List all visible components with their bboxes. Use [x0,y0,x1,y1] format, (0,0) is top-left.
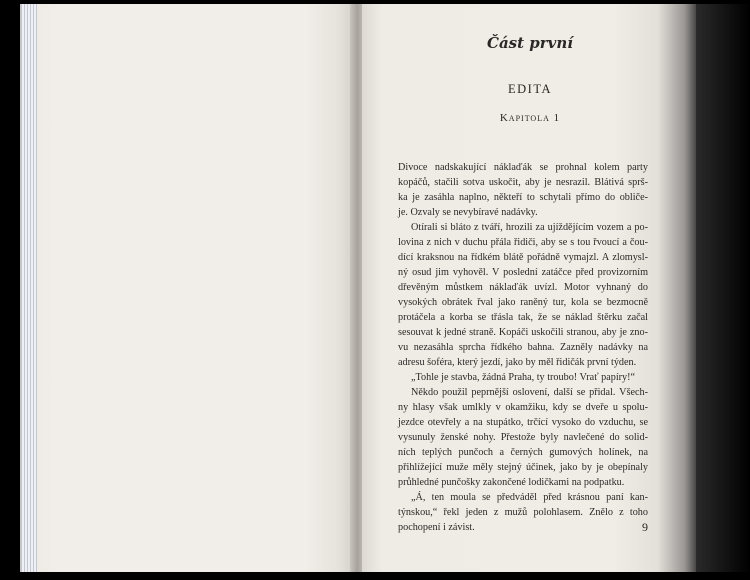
chapter-body-text [398,160,648,535]
text-line: přihlížející muže měly stejný účinek, jako by je obepínaly [398,462,648,473]
text-line: je. Ozvaly se nevybíravé nadávky. [398,207,538,218]
text-line: jezdce otevřely a na stupátko, trčící vysoko do vzduchu, se [398,417,648,428]
page-number: 9 [642,520,648,534]
text-line: sesouvat k jedné straně. Kopáči uskočili stranou, aby je zno- [398,327,648,338]
part-title: Část první [487,34,573,52]
text-line: průhledné punčošky zakončené lodičkami na podpatku. [398,477,625,488]
paragraph-4 [398,385,648,490]
text-line: vu nezasáhla sprcha řídkého bahna. Zazněly nadávky na [398,342,648,353]
text-line: „Á, ten moula se předváděl před krásnou paní kan- [411,492,648,503]
text-line: ních teplých punčoch a černých gumových holínek, na [398,447,648,458]
left-page-blank [20,4,355,572]
text-line: Někdo použil peprnější oslovení, další se přidal. Všech- [411,387,648,398]
text-line: pochopení i závist. [398,522,475,533]
text-line: lovina z nich v duchu přála řidiči, aby se s tou řvoucí a čou- [398,237,648,248]
page-edges [21,4,37,572]
paragraph-2 [398,220,648,370]
paragraph-1 [398,160,648,220]
text-line: protáčela a korba se třásla tak, že se náklad štěrku začal [398,312,648,323]
section-title: EDITA [508,82,552,96]
text-line: týnskou,“ řekl jeden z mužů polohlasem. Znělo z toho [398,507,648,518]
text-line: vysunuly ženské nohy. Přestože byly navlečené do solid- [398,432,648,443]
text-line: Divoce nadskakující náklaďák se prohnal kolem party [398,162,648,173]
text-line: adresu šoféra, který jezdí, jako by měl řidičák první týden. [398,357,637,368]
text-line: Otírali si bláto z tváří, hrozili za ujíždějícím vozem a po- [411,222,648,233]
text-line: „Tohle je stavba, žádná Praha, ty troubo! Vrať papíry!“ [411,372,636,383]
right-page [362,4,698,572]
text-line: ny hlasy však umlkly v okamžiku, kdy se dveře u spolu- [398,402,648,413]
paragraph-5 [398,490,648,535]
text-line: ka je zasáhla naplno, někteří to schytali přímo do obliče- [398,192,648,203]
text-line: dřevěným můstkem náklaďák uvízl. Motor vyhnaný do [398,282,648,293]
text-line: dící kraksnou na řídkém blátě pořádně vymajzl. A zlomysl- [398,252,648,263]
page-edge-shadow [696,4,750,572]
text-line: vysokých obrátek řval jako raněný tur, kola se bezmocně [398,297,648,308]
text-line: ný osud jim vyhověl. V poslední zatáčce před provizorním [398,267,648,278]
paragraph-3 [398,370,648,385]
text-line: kopáčů, stačili sotva uskočit, aby je nesrazil. Blátivá sprš- [398,177,648,188]
chapter-title: Kapitola 1 [499,112,561,124]
